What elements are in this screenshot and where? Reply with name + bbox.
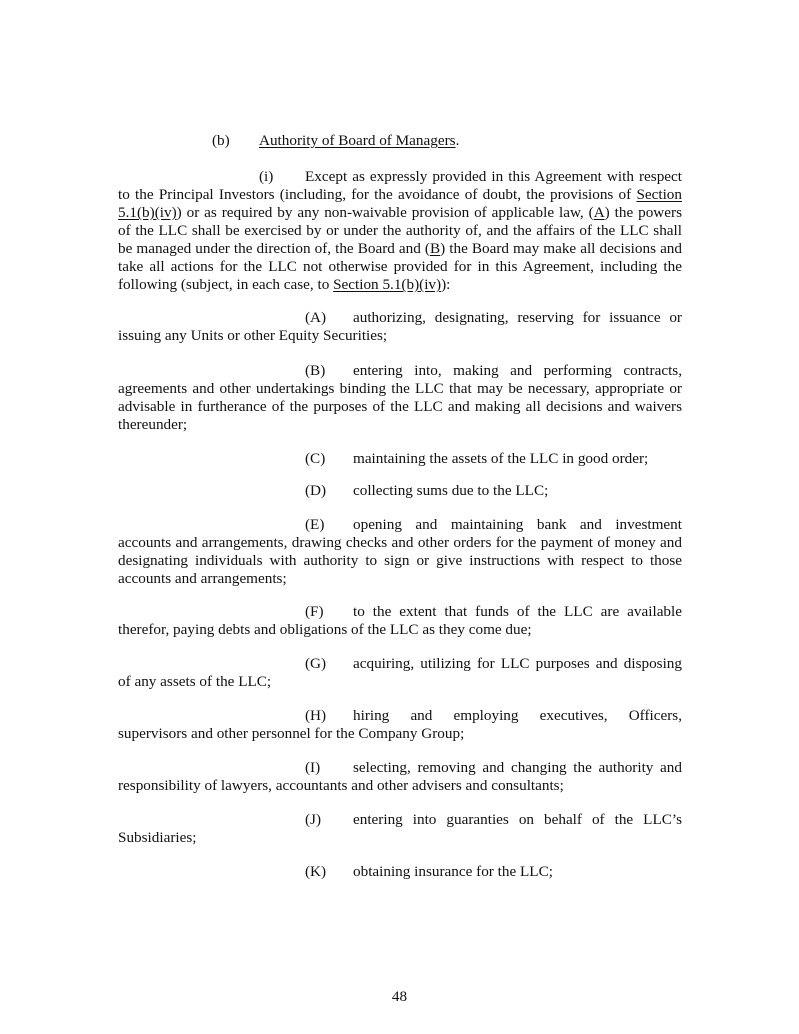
section-ref-link[interactable]: Section 5.1(b)(iv) (118, 186, 682, 221)
list-item-b (118, 362, 682, 434)
item-text: entering into, making and performing contracts, agreements and other undertakings binding the LLC that may be necessary, appropriate or advisable in furtherance of the purposes of the LLC and making all decisions and waivers thereunder; (118, 362, 682, 433)
paragraph-i-label: (i) (259, 168, 274, 185)
list-item-f (118, 603, 682, 639)
section-heading (212, 132, 459, 150)
item-label: (C) (305, 450, 326, 467)
item-label: (G) (305, 655, 327, 672)
item-text: collecting sums due to the LLC; (353, 482, 549, 499)
item-text: obtaining insurance for the LLC; (353, 863, 553, 880)
item-label: (A) (305, 309, 327, 326)
list-item-a (118, 309, 682, 345)
list-item-g (118, 655, 682, 691)
item-label: (B) (305, 362, 326, 379)
paragraph-i (118, 168, 682, 294)
item-text: acquiring, utilizing for LLC purposes and disposing of any assets of the LLC; (118, 655, 682, 690)
item-text: to the extent that funds of the LLC are available therefor, paying debts and obligations of the LLC as they come due; (118, 603, 682, 638)
list-item-c (118, 450, 682, 468)
paragraph-i-text-3: ) the powers of the LLC shall be exercised by or under the authority of, and the affairs of the LLC shall be managed under the direction of, the Board and ( (118, 204, 682, 257)
paragraph-i-text-2: ) or as required by any non-waivable provision of applicable law, ( (176, 204, 594, 221)
list-item-j (118, 811, 682, 847)
item-text: hiring and employing executives, Officers, supervisors and other personnel for the Company Group; (118, 707, 682, 742)
item-text: entering into guaranties on behalf of the LLC’s Subsidiaries; (118, 811, 682, 846)
item-label: (J) (305, 811, 322, 828)
item-label: (H) (305, 707, 327, 724)
section-title: Authority of Board of Managers (259, 132, 456, 149)
section-number: (b) (212, 132, 230, 149)
paragraph-i-text-5: ): (441, 276, 451, 293)
item-text: maintaining the assets of the LLC in good order; (353, 450, 649, 467)
item-text: selecting, removing and changing the authority and responsibility of lawyers, accountants and other advisers and consultants; (118, 759, 682, 794)
paragraph-i-text-4: ) the Board may make all decisions and take all actions for the LLC not otherwise provided for in this Agreement, including the following (subject, in each case, to (118, 240, 682, 293)
item-label: (E) (305, 516, 325, 533)
item-label: (D) (305, 482, 327, 499)
item-label: (F) (305, 603, 324, 620)
list-item-e (118, 516, 682, 588)
clause-b-marker: B (429, 240, 441, 257)
item-label: (I) (305, 759, 321, 776)
page-number: 48 (391, 988, 408, 1005)
list-item-d (118, 482, 682, 500)
list-item-i (118, 759, 682, 795)
section-ref-link[interactable]: Section 5.1(b)(iv) (333, 276, 442, 293)
paragraph-i-text-1: Except as expressly provided in this Agreement with respect to the Principal Investors (including, for the avoidance of doubt, the provisions of (118, 168, 682, 203)
list-item-k (118, 863, 682, 881)
item-text: authorizing, designating, reserving for issuance or issuing any Units or other Equity Securities; (118, 309, 682, 344)
section-title-period: . (455, 132, 460, 149)
item-label: (K) (305, 863, 327, 880)
item-text: opening and maintaining bank and investment accounts and arrangements, drawing checks and other orders for the payment of money and designating individuals with authority to sign or give instructions with respect to those accounts and arrangements; (118, 516, 682, 587)
clause-a-marker: A (593, 204, 605, 221)
list-item-h (118, 707, 682, 743)
